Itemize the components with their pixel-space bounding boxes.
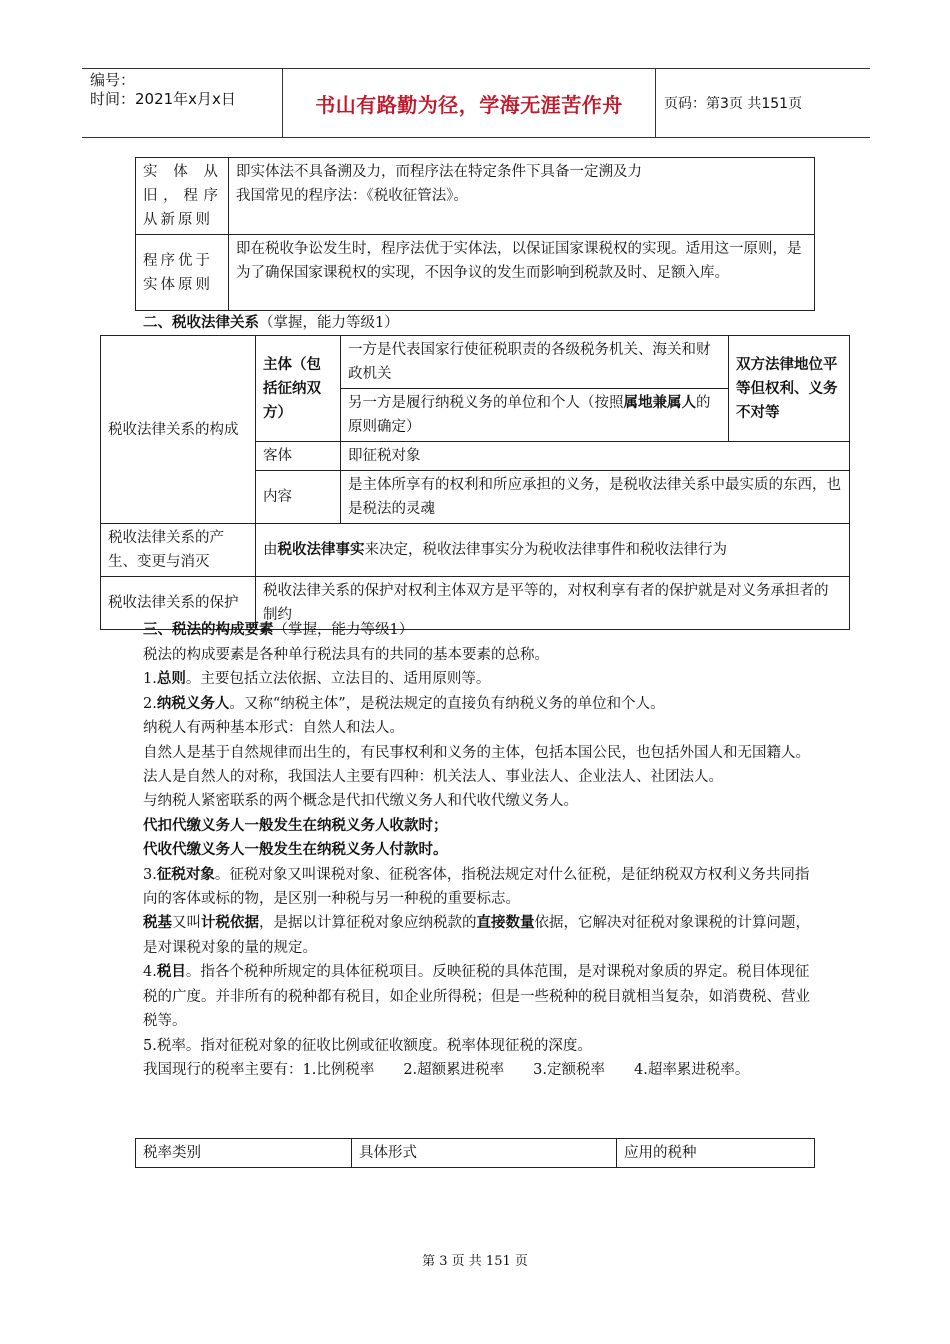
item-text: 。征税对象又叫课税对象、征税客体，指税法规定对什么征税，是征纳税双方权利义务共同指向的客体或标的物，是区别一种税与另一种税的重要标志。 [143, 866, 810, 908]
paragraph: 5.税率。指对征税对象的征收比例或征收额度。税率体现征税的深度。 [143, 1037, 592, 1054]
content-value: 是主体所享有的权利和所应承担的义务，是税收法律关系中最实质的东西，也是税法的灵魂 [341, 471, 850, 524]
principle-desc [229, 158, 815, 235]
table-header-row [136, 1139, 815, 1168]
text: 又叫 [172, 915, 201, 932]
paragraph [143, 667, 815, 691]
column-header: 具体形式 [352, 1139, 617, 1168]
object-label: 客体 [256, 442, 341, 471]
paragraph: 与纳税人紧密联系的两个概念是代扣代缴义务人和代收代缴义务人。 [143, 793, 578, 810]
item-text: 。又称“纳税主体”，是税法规定的直接负有纳税义务的单位和个人。 [229, 695, 665, 712]
table-row [101, 336, 850, 389]
header-page-label: 页码：第3页 共151页 [664, 96, 803, 112]
paragraph: 代收代缴义务人一般发生在纳税义务人付款时。 [143, 841, 448, 859]
change-pre: 由 [263, 542, 278, 558]
term: 计税依据 [201, 914, 259, 932]
equality-note: 双方法律地位平等但权利、义务不对等 [729, 336, 850, 442]
section-heading [143, 311, 399, 335]
subject-a: 一方是代表国家行使征税职责的各级税务机关、海关和财政机关 [341, 336, 729, 389]
item-text: 。指各个税种所规定的具体征税项目。反映征税的具体范围，是对课税对象质的界定。税目体现征税的广度。并非所有的税种都有税目，如企业所得税；但是一些税种的税目就相当复杂，如消费税、营业税等。 [143, 964, 810, 1030]
principles-table [135, 157, 815, 311]
code-label: 编号： [90, 71, 136, 89]
item-title: 征税对象 [156, 865, 215, 883]
column-header: 税率类别 [136, 1139, 352, 1168]
term: 直接数量 [476, 914, 535, 932]
subject-label: 主体（包括征纳双方） [256, 336, 341, 442]
principle-desc-line: 我国常见的程序法：《税收征管法》。 [236, 188, 468, 204]
paragraph: 纳税人有两种基本形式：自然人和法人。 [143, 720, 404, 737]
paragraph [143, 911, 815, 960]
protect-value: 税收法律关系的保护对权利主体双方是平等的，对权利享有者的保护就是对义务承担者的制约 [256, 577, 850, 630]
principle-name: 程序优于实体原则 [136, 235, 229, 311]
item-number: 1. [143, 671, 157, 688]
section-heading [143, 618, 413, 642]
paragraph: 代扣代缴义务人一般发生在纳税义务人收款时； [143, 816, 448, 834]
table-row [136, 158, 815, 235]
item-number: 2. [143, 695, 157, 712]
change-post: 来决定，税收法律事实分为税收法律事件和税收法律行为 [364, 542, 727, 558]
subject-b [341, 389, 729, 442]
text: 依据，它解决对征税对象课税的计算问题，是对课税对象的量的规定。 [143, 915, 810, 956]
protect-label: 税收法律关系的保护 [101, 577, 256, 630]
principle-desc-line: 即实体法不具备溯及力，而程序法在特定条件下具备一定溯及力 [236, 164, 642, 180]
principle-name: 实体从旧，程序从新原则 [136, 158, 229, 235]
item-text: 。主要包括立法依据、立法目的、适用原则等。 [185, 671, 491, 688]
section-title: 二、税收法律关系 [143, 314, 259, 331]
paragraph: 税法的构成要素是各种单行税法具有的共同的基本要素的总称。 [143, 647, 549, 663]
section-note: （掌握，能力等级1） [259, 315, 399, 331]
subject-b-post: 的原则确定） [348, 395, 711, 435]
change-bold: 税收法律事实 [277, 541, 365, 558]
paragraph: 我国现行的税率主要有：1.比例税率 2.超额累进税率 3.定额税率 4.超率累进税率。 [143, 1061, 750, 1078]
item-title: 总则 [156, 670, 186, 688]
paragraph [143, 863, 815, 912]
term: 税基 [143, 914, 172, 932]
content-label: 内容 [256, 471, 341, 524]
object-value: 即征税对象 [341, 442, 850, 471]
page-footer: 第 3 页 共 151 页 [422, 1254, 528, 1269]
section-title: 三、税法的构成要素 [143, 621, 274, 638]
paragraph [143, 692, 815, 716]
subject-b-pre: 另一方是履行纳税义务的单位和个人（按照 [348, 395, 624, 411]
page-header [82, 68, 870, 138]
tax-relation-table [100, 335, 850, 630]
item-number: 4. [143, 964, 157, 981]
change-value [256, 524, 850, 577]
paragraph [143, 960, 815, 1033]
paragraph: 自然人是基于自然规律而出生的，有民事权利和义务的主体，包括本国公民，也包括外国人和无国籍人。法人是自然人的对称，我国法人主要有四种：机关法人、事业法人、企业法人、社团法人。 [143, 744, 810, 786]
date-label: 时间：2021年x月x日 [90, 90, 236, 108]
subject-b-bold: 属地兼属人 [623, 394, 696, 411]
header-motto: 书山有路勤为径，学海无涯苦作舟 [282, 69, 656, 137]
item-title: 纳税义务人 [156, 694, 230, 712]
table-row [136, 235, 815, 311]
composition-label: 税收法律关系的构成 [101, 336, 256, 524]
principle-desc: 即在税收争讼发生时，程序法优于实体法，以保证国家课税权的实现。适用这一原则，是为了确保国家课税权的实现，不因争议的发生而影响到税款及时、足额入库。 [229, 235, 815, 311]
section-note: （掌握，能力等级1） [273, 622, 414, 638]
item-title: 税目 [156, 963, 186, 981]
item-number: 3. [143, 866, 157, 883]
column-header: 应用的税种 [617, 1139, 815, 1168]
change-label: 税收法律关系的产生、变更与消灭 [101, 524, 256, 577]
body-content [143, 643, 815, 1082]
header-meta [90, 71, 236, 109]
text: ，是据以计算征税对象应纳税款的 [259, 915, 477, 932]
tax-rate-table [135, 1138, 815, 1168]
table-row [101, 524, 850, 577]
